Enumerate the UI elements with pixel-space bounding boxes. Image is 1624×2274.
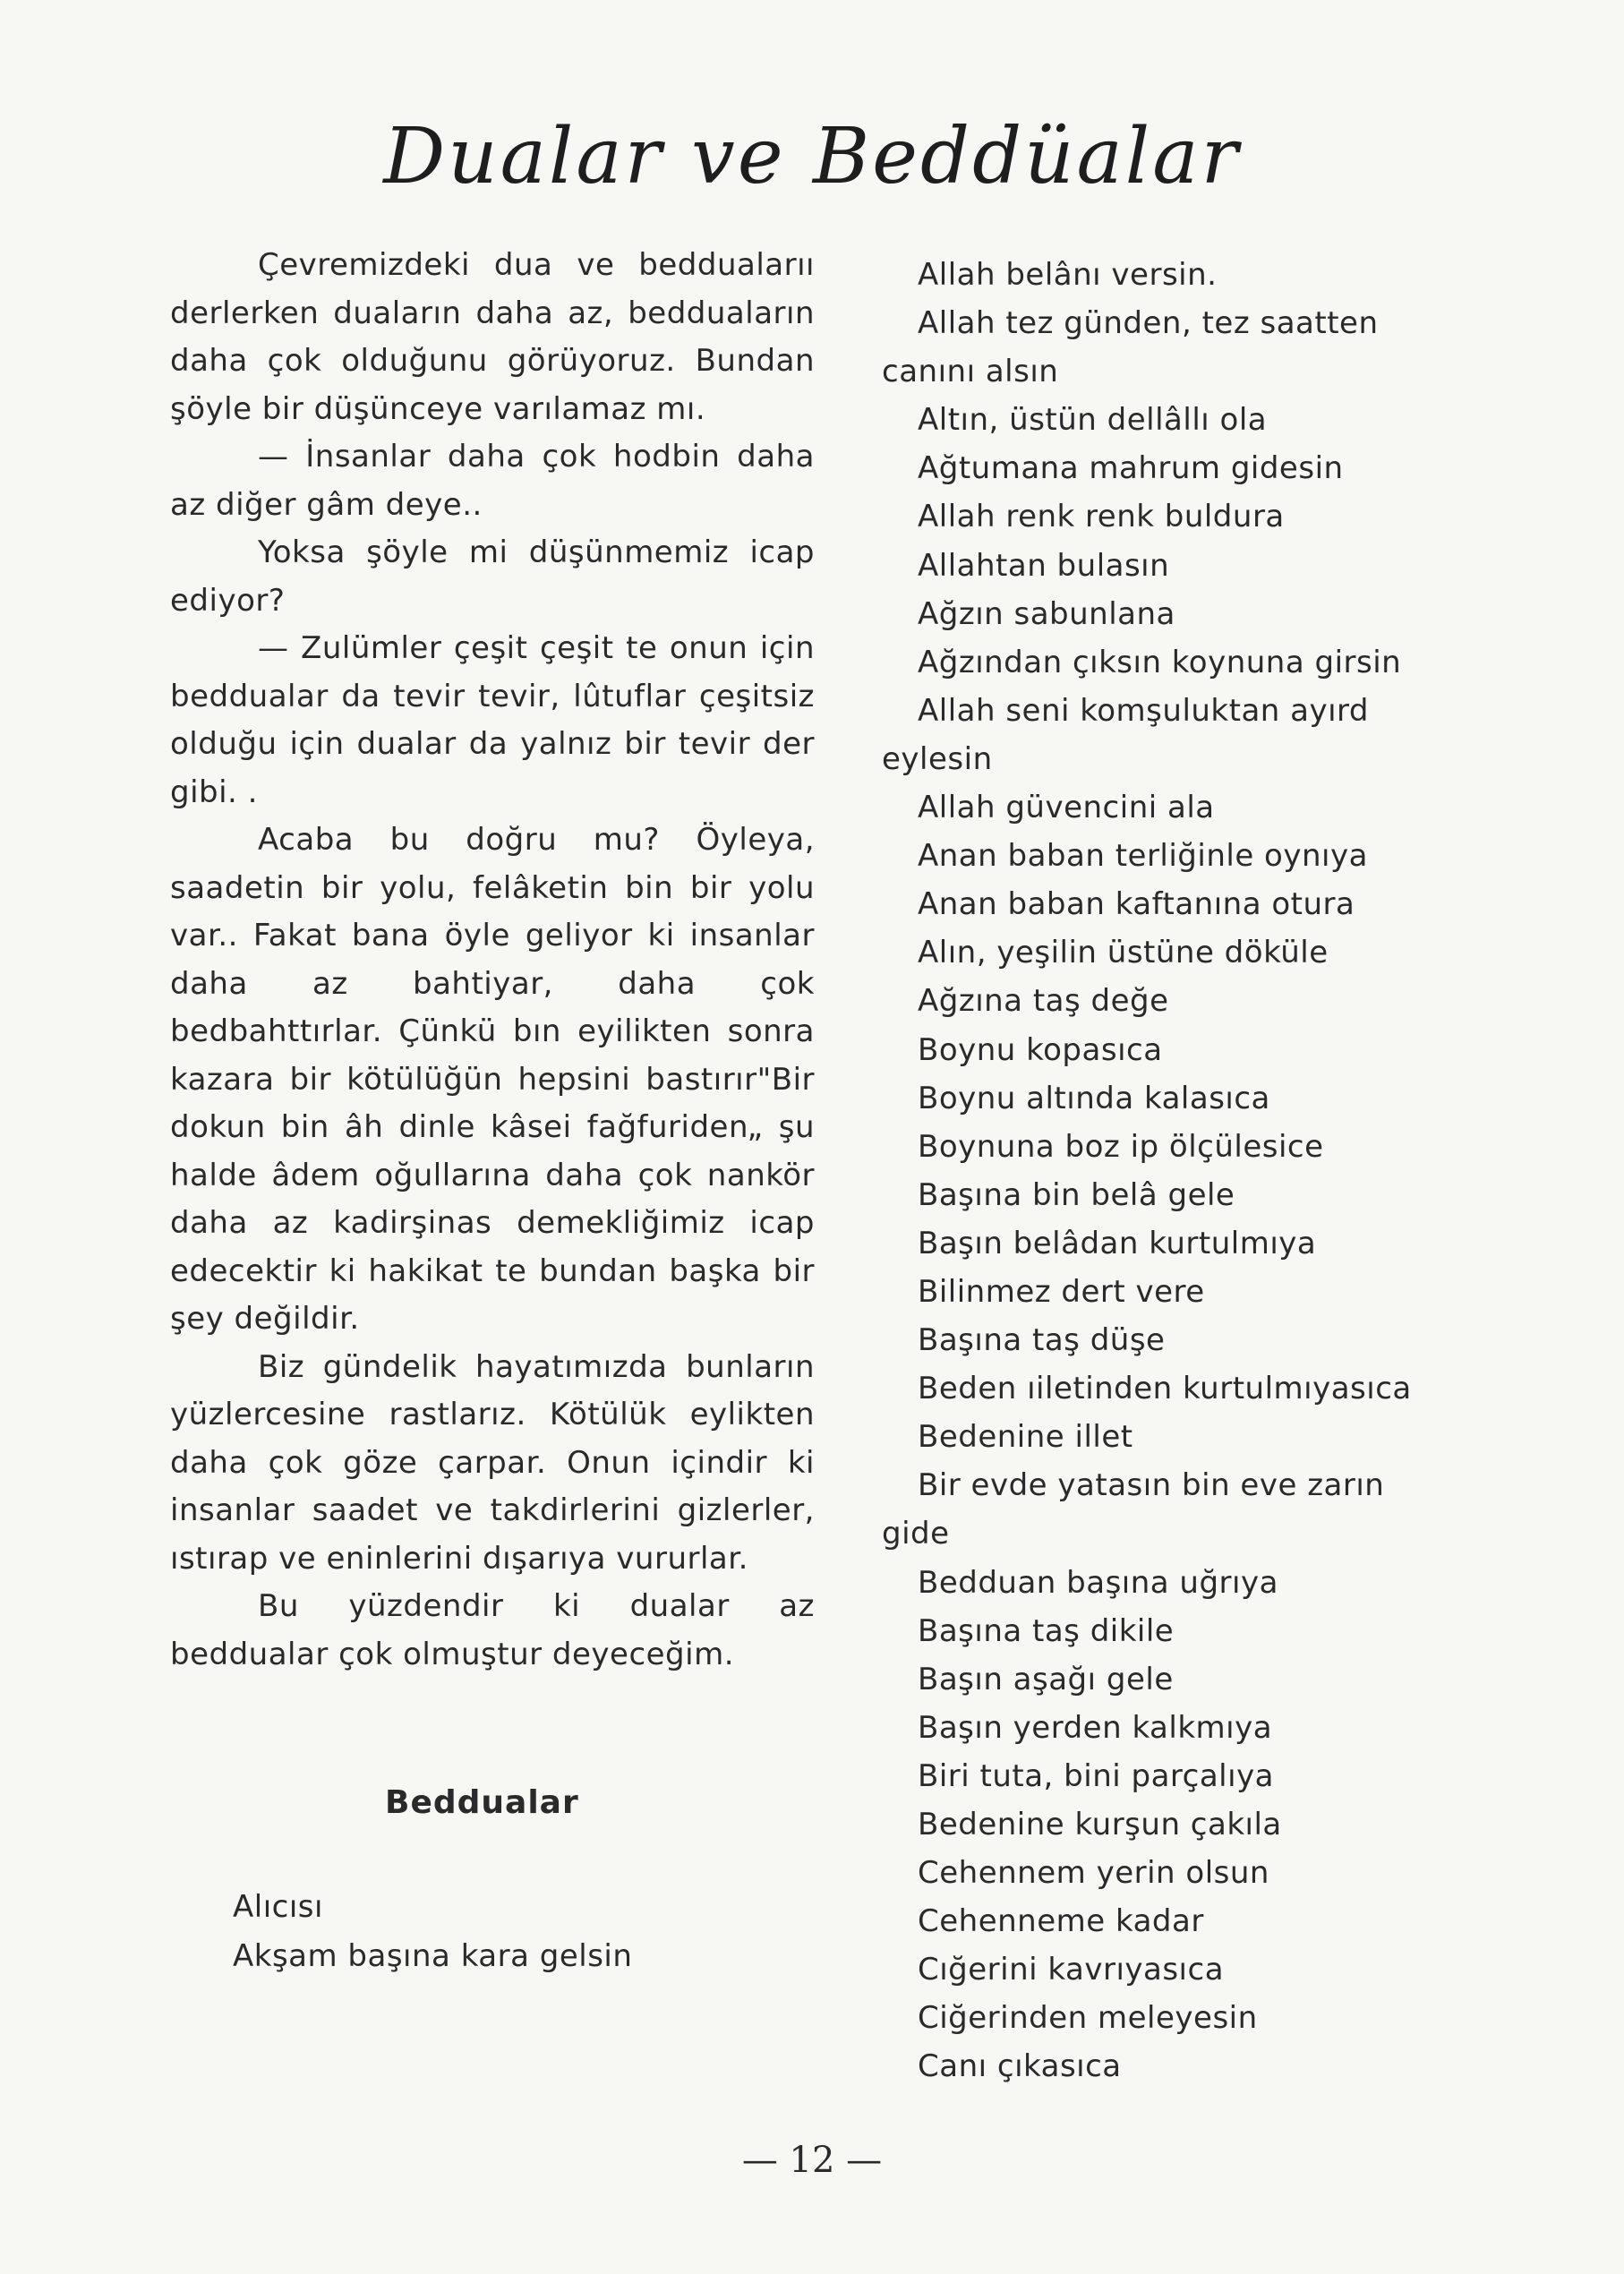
curse-item: Cehennem yerin olsun — [918, 1855, 1269, 1892]
curse-item: Allah renk renk buldura — [918, 499, 1285, 535]
curse-item: Allah tez günden, tez saatten — [918, 305, 1379, 342]
curse-item: Akşam başına kara gelsin — [233, 1937, 633, 1974]
curse-item: Alın, yeşilin üstüne döküle — [918, 935, 1329, 971]
intro-paragraph: — Zulümler çeşit çeşit te onun için beddualar da tevir tevir, lûtuflar çeşitsiz olduğu için dualar da yalnız bir tevir der gibi. . — [170, 630, 815, 810]
curse-item: Allah güvencini ala — [918, 790, 1215, 826]
curse-item: Altın, üstün dellâllı ola — [918, 402, 1268, 439]
curse-item: Allah belânı versin. — [918, 257, 1218, 293]
curse-item: Bir evde yatasın bin eve zarın — [918, 1467, 1385, 1504]
intro-paragraph: — İnsanlar daha çok hodbin daha az diğer gâm deye.. — [170, 439, 815, 523]
curse-item: Başın yerden kalkmıya — [918, 1709, 1273, 1746]
curse-item: Boynuna boz ip ölçülesice — [918, 1128, 1324, 1165]
intro-paragraph: Çevremizdeki dua ve beddualarıı derlerken duaların daha az, bedduaların daha çok olduğunu görüyoruz. Bundan şöyle bir düşünceye varılamaz mı. — [170, 247, 815, 427]
curse-item: Biri tuta, bini parçalıya — [918, 1757, 1275, 1794]
curse-item: Başına bin belâ gele — [918, 1176, 1235, 1213]
curse-list-left — [170, 1883, 815, 1980]
curse-item: Ağzın sabunlana — [918, 595, 1175, 632]
curse-item-continuation: gide — [882, 1516, 950, 1552]
curse-item-continuation: canını alsın — [882, 354, 1059, 390]
curse-item: Cığerini kavrıyasıca — [918, 1952, 1225, 1988]
curse-item: Başın belâdan kurtulmıya — [918, 1225, 1317, 1261]
page-title: Dualar ve Beddüalar — [383, 112, 1241, 201]
intro-paragraph: Biz gündelik hayatımızda bunların yüzlercesine rastlarız. Kötülük eylikten daha çok göze çarpar. Onun içindir ki insanlar saadet ve takdirlerini gizlerler, ıstırap ve eninlerini dışarıya vururlar. — [170, 1348, 815, 1577]
curse-item: Beden ıiletinden kurtulmıyasıca — [918, 1371, 1412, 1407]
page-number: — 12 — — [741, 2140, 883, 2181]
curse-item: Başına taş dikile — [918, 1612, 1175, 1649]
curse-item: Ağtumana mahrum gidesin — [918, 450, 1344, 487]
curse-item: Başın aşağı gele — [918, 1661, 1174, 1697]
curse-item-continuation: eylesin — [882, 740, 993, 777]
curse-item: Anan baban kaftanına otura — [918, 886, 1355, 923]
curse-item: Bedduan başına uğrıya — [918, 1564, 1278, 1601]
intro-paragraph: Yoksa şöyle mi düşünmemiz icap ediyor? — [170, 534, 815, 619]
curse-list-right — [882, 251, 1509, 2091]
curse-item: Allah seni komşuluktan ayırd — [918, 692, 1370, 729]
intro-paragraph: Bu yüzdendir ki dualar az beddualar çok olmuştur deyeceğim. — [170, 1588, 815, 1672]
curse-item: Bedenine illet — [918, 1419, 1133, 1456]
curse-item: Başına taş düşe — [918, 1322, 1166, 1359]
curse-item: Cehenneme kadar — [918, 1903, 1204, 1940]
curse-item: Anan baban terliğinle oynıya — [918, 838, 1368, 875]
curse-item: Bilinmez dert vere — [918, 1273, 1205, 1310]
left-column — [170, 242, 815, 1980]
section-heading: Beddualar — [385, 1784, 579, 1821]
curse-item: Ağzına taş değe — [918, 983, 1169, 1020]
curse-item: Boynu kopasıca — [918, 1031, 1163, 1068]
intro-paragraph: Acaba bu doğru mu? Öyleya, saadetin bir yolu, felâketin bin bir yolu var.. Fakat bana öyle geliyor ki insanlar daha az bahtiyar, daha çok bedbahttırlar. Çünkü bın eyilikten sonra kazara bir kötülüğün hepsini bastırır"Bir dokun bin âh dinle kâsei fağfuriden„ şu halde âdem oğullarına daha çok nankör daha az kadirşinas demekliğimiz icap edecektir ki hakikat te bundan başka bir şey değildir. — [170, 822, 815, 1337]
curse-item: Boynu altında kalasıca — [918, 1080, 1270, 1116]
curse-item: Allahtan bulasın — [918, 547, 1170, 584]
curse-item: Ciğerinden meleyesin — [918, 2000, 1258, 2037]
curse-item: Canı çıkasıca — [918, 2048, 1122, 2085]
curse-item: Ağzından çıksın koynuna girsin — [918, 644, 1402, 680]
curse-item: Alıcısı — [233, 1889, 323, 1925]
curse-item: Bedenine kurşun çakıla — [918, 1807, 1282, 1842]
